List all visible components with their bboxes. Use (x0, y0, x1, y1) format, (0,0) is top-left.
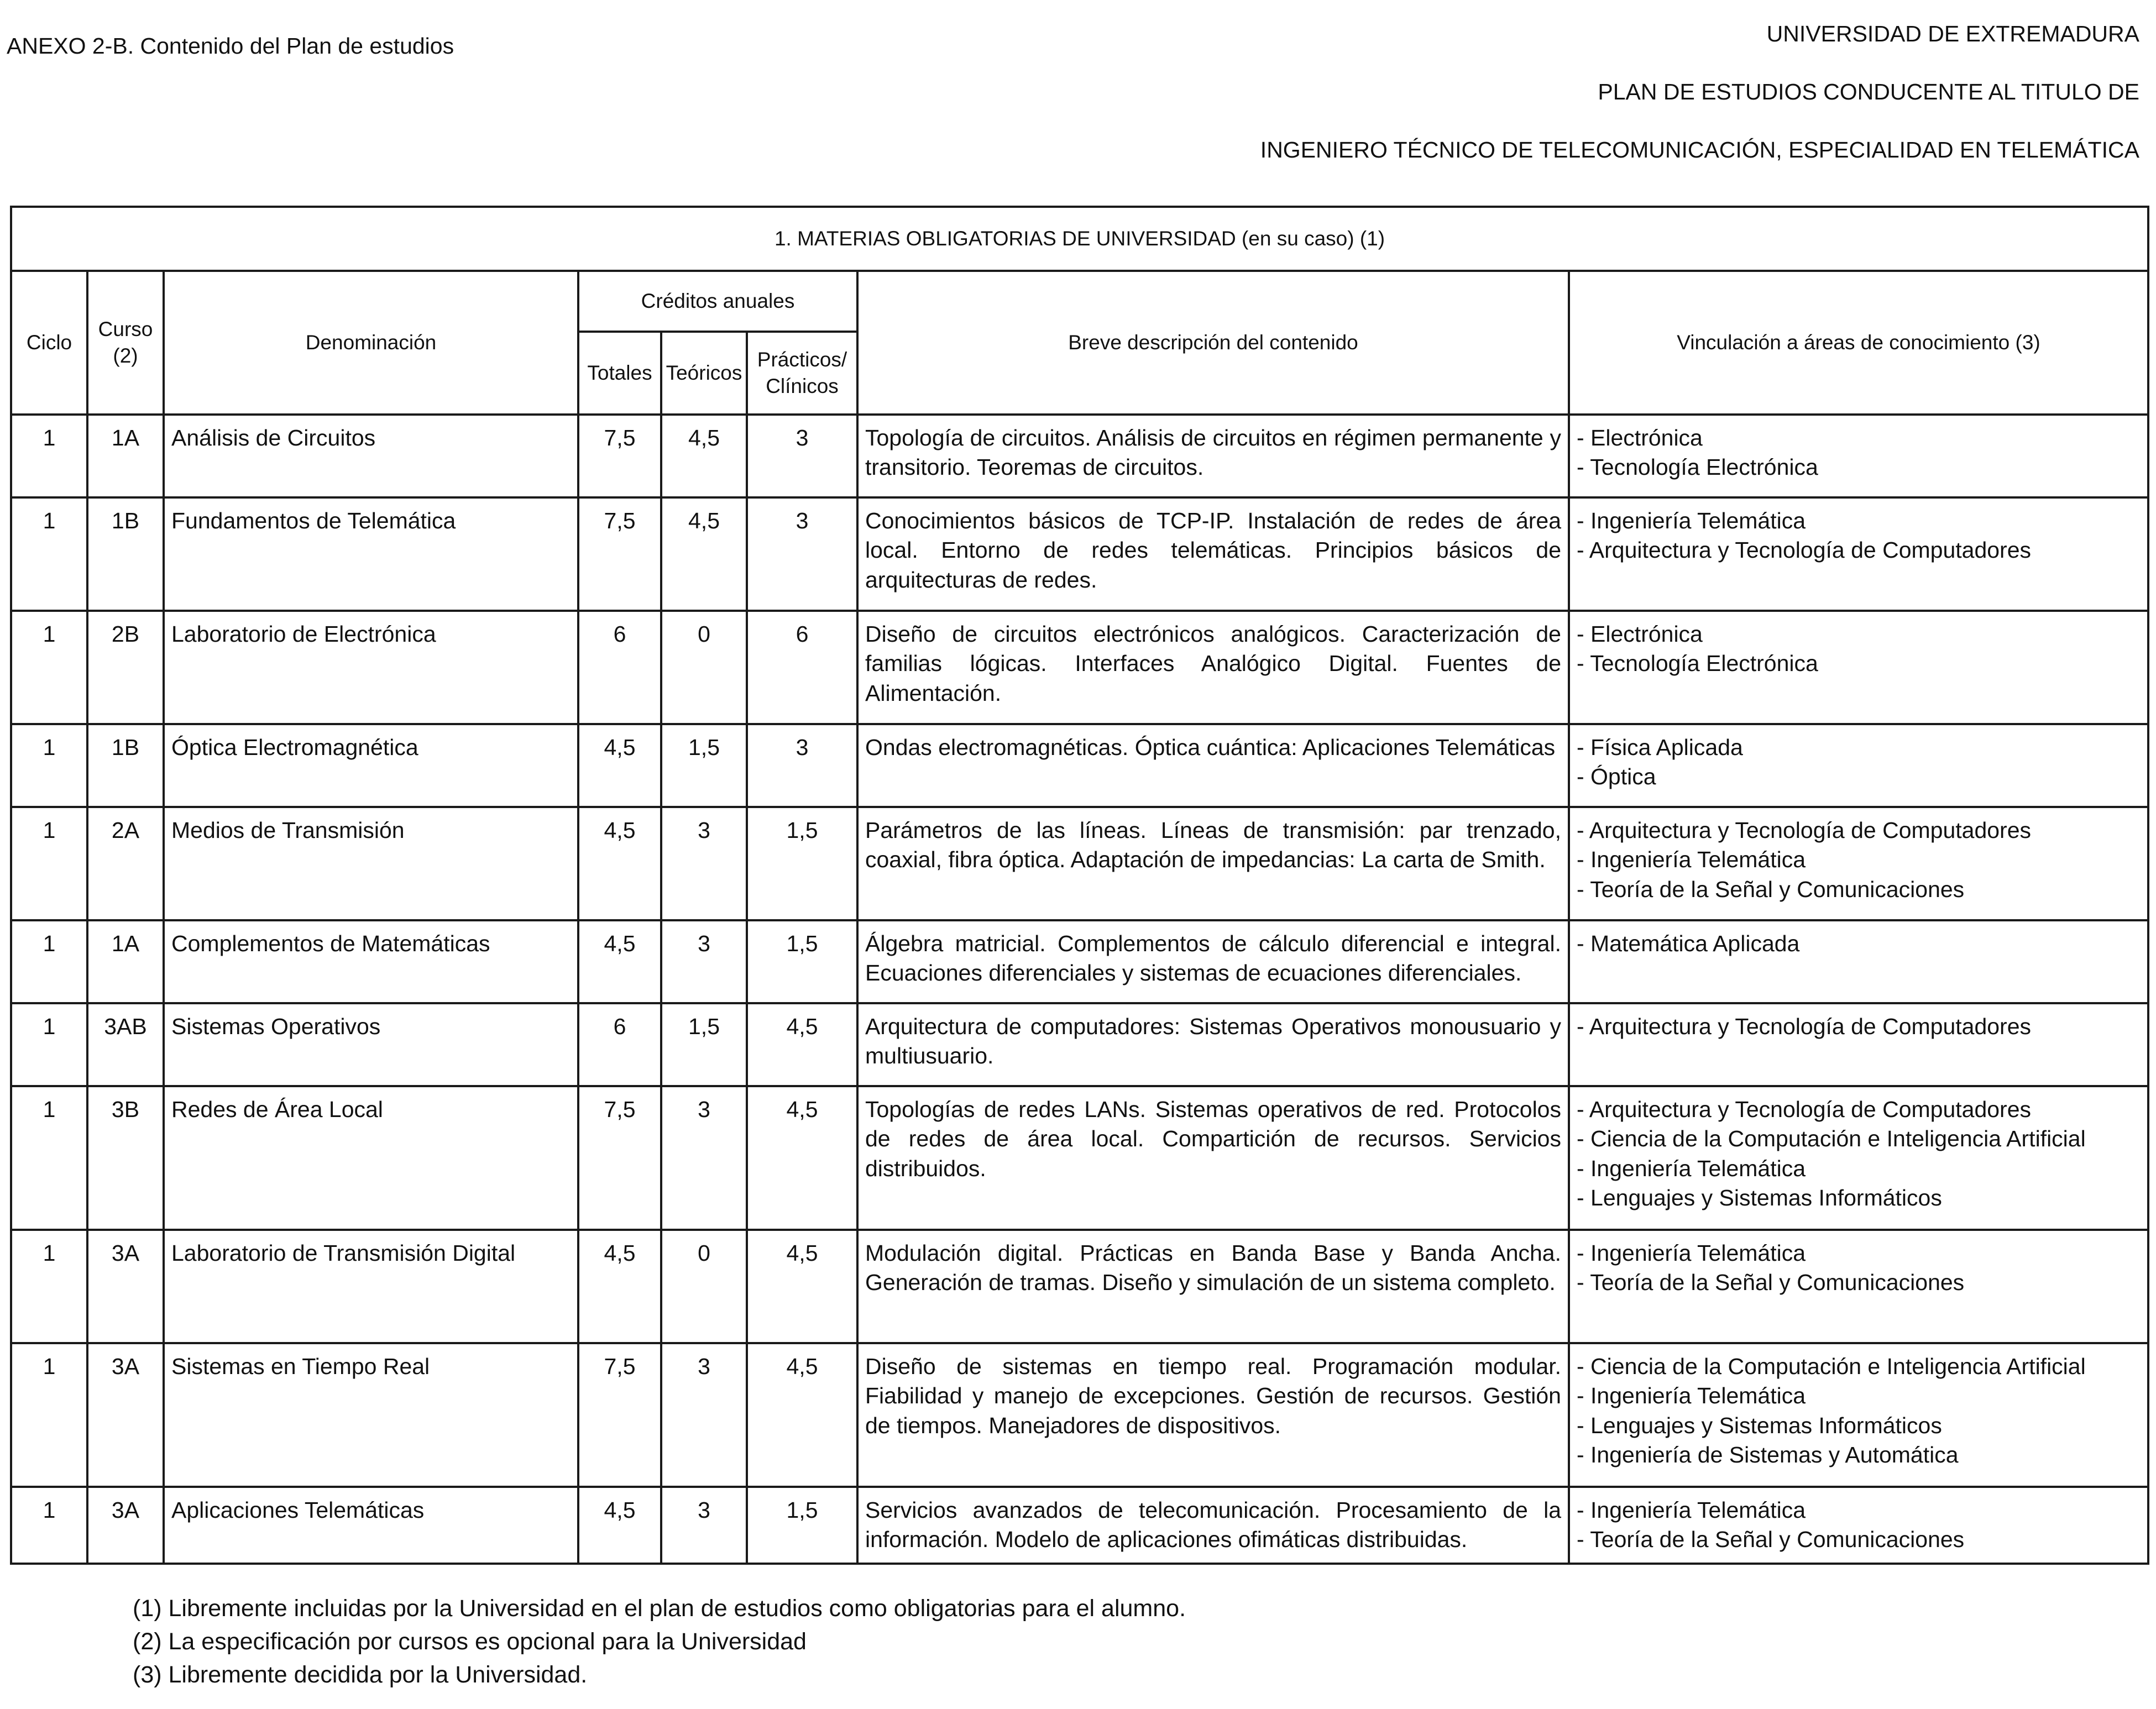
cell-totales: 4,5 (578, 920, 661, 1003)
header-totales: Totales (578, 332, 661, 415)
university-name: UNIVERSIDAD DE EXTREMADURA (1766, 21, 2139, 46)
cell-descripcion: Arquitectura de computadores: Sistemas Operativos monousuario y multiusuario. (857, 1003, 1569, 1086)
cell-descripcion: Ondas electromagnéticas. Óptica cuántica: Aplicaciones Telemáticas (857, 724, 1569, 807)
cell-ciclo: 1 (11, 1003, 87, 1086)
table-row (11, 415, 2148, 497)
footnote-3: (3) Libremente decidida por la Universidad. (133, 1661, 588, 1688)
cell-denominacion: Sistemas en Tiempo Real (164, 1343, 578, 1487)
subjects-table (10, 206, 2149, 1565)
cell-ciclo: 1 (11, 415, 87, 497)
area-item: - Ciencia de la Computación e Inteligencia Artificial (1577, 1354, 2086, 1379)
cell-curso: 3B (87, 1086, 164, 1230)
header-curso: Curso (2) (87, 271, 164, 415)
area-item: - Ingeniería Telemática (1577, 1155, 1806, 1181)
cell-curso: 3AB (87, 1003, 164, 1086)
cell-curso: 1B (87, 724, 164, 807)
cell-teoricos: 3 (661, 1343, 747, 1487)
table-row (11, 1003, 2148, 1086)
area-item: - Ingeniería de Sistemas y Automática (1577, 1441, 1959, 1467)
cell-curso: 1A (87, 415, 164, 497)
cell-denominacion: Aplicaciones Telemáticas (164, 1487, 578, 1564)
cell-teoricos: 4,5 (661, 497, 747, 611)
footnote-2: (2) La especificación por cursos es opcional para la Universidad (133, 1628, 807, 1655)
table-row (11, 1230, 2148, 1343)
cell-practicos: 1,5 (747, 807, 857, 920)
cell-descripcion: Topología de circuitos. Análisis de circuitos en régimen permanente y transitorio. Teoremas de circuitos. (857, 415, 1569, 497)
cell-ciclo: 1 (11, 807, 87, 920)
cell-descripcion: Álgebra matricial. Complementos de cálculo diferencial e integral. Ecuaciones diferenciales y sistemas de ecuaciones diferenciales. (857, 920, 1569, 1003)
cell-areas (1569, 1003, 2148, 1086)
cell-areas (1569, 1230, 2148, 1343)
cell-curso: 2A (87, 807, 164, 920)
cell-denominacion: Fundamentos de Telemática (164, 497, 578, 611)
table-row (11, 497, 2148, 611)
area-item: - Lenguajes y Sistemas Informáticos (1577, 1412, 1942, 1438)
cell-curso: 3A (87, 1487, 164, 1564)
area-item: - Matemática Aplicada (1577, 931, 1800, 956)
cell-descripcion: Topologías de redes LANs. Sistemas operativos de red. Protocolos de redes de área local. Compartición de recursos. Servicios distribuidos. (857, 1086, 1569, 1230)
cell-curso: 1A (87, 920, 164, 1003)
cell-curso: 1B (87, 497, 164, 611)
cell-areas (1569, 1086, 2148, 1230)
annex-label: ANEXO 2-B. Contenido del Plan de estudios (7, 33, 454, 59)
footnote-1: (1) Libremente incluidas por la Universidad en el plan de estudios como obligatorias para el alumno. (133, 1595, 1186, 1622)
cell-totales: 6 (578, 1003, 661, 1086)
cell-practicos: 4,5 (747, 1086, 857, 1230)
cell-descripcion: Modulación digital. Prácticas en Banda Base y Banda Ancha. Generación de tramas. Diseño y simulación de un sistema completo. (857, 1230, 1569, 1343)
header-teoricos: Teóricos (661, 332, 747, 415)
area-item: - Física Aplicada (1577, 735, 1743, 760)
cell-areas (1569, 415, 2148, 497)
cell-teoricos: 1,5 (661, 1003, 747, 1086)
cell-practicos: 1,5 (747, 920, 857, 1003)
cell-teoricos: 3 (661, 1487, 747, 1564)
table-row (11, 1086, 2148, 1230)
cell-practicos: 1,5 (747, 1487, 857, 1564)
cell-denominacion: Laboratorio de Electrónica (164, 611, 578, 724)
cell-teoricos: 3 (661, 920, 747, 1003)
cell-teoricos: 4,5 (661, 415, 747, 497)
area-item: - Arquitectura y Tecnología de Computadores (1577, 1097, 2032, 1122)
area-item: - Teoría de la Señal y Comunicaciones (1577, 876, 1965, 902)
cell-ciclo: 1 (11, 724, 87, 807)
cell-practicos: 6 (747, 611, 857, 724)
cell-descripcion: Conocimientos básicos de TCP-IP. Instalación de redes de área local. Entorno de redes telemáticas. Principios básicos de arquitecturas de redes. (857, 497, 1569, 611)
area-item: - Ingeniería Telemática (1577, 1497, 1806, 1523)
cell-ciclo: 1 (11, 920, 87, 1003)
cell-totales: 4,5 (578, 1487, 661, 1564)
table-row (11, 1343, 2148, 1487)
cell-curso: 2B (87, 611, 164, 724)
cell-denominacion: Sistemas Operativos (164, 1003, 578, 1086)
plan-title: PLAN DE ESTUDIOS CONDUCENTE AL TITULO DE (1598, 79, 2139, 104)
cell-areas (1569, 1487, 2148, 1564)
area-item: - Ingeniería Telemática (1577, 1383, 1806, 1409)
cell-totales: 4,5 (578, 807, 661, 920)
cell-descripcion: Diseño de sistemas en tiempo real. Programación modular. Fiabilidad y manejo de excepciones. Gestión de recursos. Gestión de tiempos. Manejadores de dispositivos. (857, 1343, 1569, 1487)
header-practicos: Prácticos/ Clínicos (747, 332, 857, 415)
cell-totales: 6 (578, 611, 661, 724)
cell-ciclo: 1 (11, 497, 87, 611)
cell-teoricos: 1,5 (661, 724, 747, 807)
cell-descripcion: Parámetros de las líneas. Líneas de transmisión: par trenzado, coaxial, fibra óptica. Adaptación de impedancias: La carta de Smith. (857, 807, 1569, 920)
area-item: - Ingeniería Telemática (1577, 508, 1806, 533)
cell-ciclo: 1 (11, 1086, 87, 1230)
cell-curso: 3A (87, 1343, 164, 1487)
cell-denominacion: Complementos de Matemáticas (164, 920, 578, 1003)
footnotes (133, 1592, 1186, 1691)
cell-practicos: 3 (747, 497, 857, 611)
table-title: 1. MATERIAS OBLIGATORIAS DE UNIVERSIDAD (en su caso) (1) (11, 207, 2148, 271)
cell-practicos: 3 (747, 724, 857, 807)
area-item: - Ingeniería Telemática (1577, 847, 1806, 873)
cell-ciclo: 1 (11, 1343, 87, 1487)
table-row (11, 1487, 2148, 1564)
cell-totales: 4,5 (578, 1230, 661, 1343)
cell-teoricos: 0 (661, 1230, 747, 1343)
cell-practicos: 4,5 (747, 1230, 857, 1343)
area-item: - Tecnología Electrónica (1577, 454, 1818, 480)
cell-ciclo: 1 (11, 1487, 87, 1564)
cell-teoricos: 3 (661, 807, 747, 920)
cell-practicos: 4,5 (747, 1003, 857, 1086)
header-vinculacion: Vinculación a áreas de conocimiento (3) (1569, 271, 2148, 415)
area-item: - Arquitectura y Tecnología de Computadores (1577, 817, 2032, 843)
area-item: - Lenguajes y Sistemas Informáticos (1577, 1184, 1942, 1210)
cell-totales: 7,5 (578, 1086, 661, 1230)
cell-totales: 7,5 (578, 497, 661, 611)
degree-title: INGENIERO TÉCNICO DE TELECOMUNICACIÓN, ESPECIALIDAD EN TELEMÁTICA (1260, 137, 2139, 162)
table-row (11, 724, 2148, 807)
header-ciclo: Ciclo (11, 271, 87, 415)
cell-areas (1569, 1343, 2148, 1487)
cell-curso: 3A (87, 1230, 164, 1343)
cell-areas (1569, 920, 2148, 1003)
cell-practicos: 4,5 (747, 1343, 857, 1487)
header-creditos: Créditos anuales (578, 271, 857, 332)
cell-practicos: 3 (747, 415, 857, 497)
area-item: - Ingeniería Telemática (1577, 1240, 1806, 1266)
cell-totales: 7,5 (578, 1343, 661, 1487)
cell-descripcion: Servicios avanzados de telecomunicación. Procesamiento de la información. Modelo de aplicaciones ofimáticas distribuidas. (857, 1487, 1569, 1564)
table-row (11, 920, 2148, 1003)
area-item: - Teoría de la Señal y Comunicaciones (1577, 1270, 1965, 1296)
cell-ciclo: 1 (11, 1230, 87, 1343)
header-denominacion: Denominación (164, 271, 578, 415)
cell-teoricos: 0 (661, 611, 747, 724)
cell-denominacion: Análisis de Circuitos (164, 415, 578, 497)
cell-areas (1569, 611, 2148, 724)
area-item: - Óptica (1577, 764, 1656, 790)
cell-areas (1569, 724, 2148, 807)
area-item: - Teoría de la Señal y Comunicaciones (1577, 1527, 1965, 1553)
area-item: - Tecnología Electrónica (1577, 651, 1818, 677)
cell-denominacion: Medios de Transmisión (164, 807, 578, 920)
cell-areas (1569, 807, 2148, 920)
table-row (11, 611, 2148, 724)
cell-areas (1569, 497, 2148, 611)
cell-denominacion: Laboratorio de Transmisión Digital (164, 1230, 578, 1343)
cell-ciclo: 1 (11, 611, 87, 724)
area-item: - Ciencia de la Computación e Inteligencia Artificial (1577, 1126, 2086, 1152)
cell-totales: 7,5 (578, 415, 661, 497)
area-item: - Electrónica (1577, 621, 1703, 647)
area-item: - Arquitectura y Tecnología de Computadores (1577, 537, 2032, 563)
cell-teoricos: 3 (661, 1086, 747, 1230)
cell-denominacion: Redes de Área Local (164, 1086, 578, 1230)
area-item: - Arquitectura y Tecnología de Computadores (1577, 1014, 2032, 1039)
area-item: - Electrónica (1577, 425, 1703, 450)
cell-descripcion: Diseño de circuitos electrónicos analógicos. Caracterización de familias lógicas. Interfaces Analógico Digital. Fuentes de Alimentación. (857, 611, 1569, 724)
table-row (11, 807, 2148, 920)
cell-denominacion: Óptica Electromagnética (164, 724, 578, 807)
cell-totales: 4,5 (578, 724, 661, 807)
header-descripcion: Breve descripción del contenido (857, 271, 1569, 415)
